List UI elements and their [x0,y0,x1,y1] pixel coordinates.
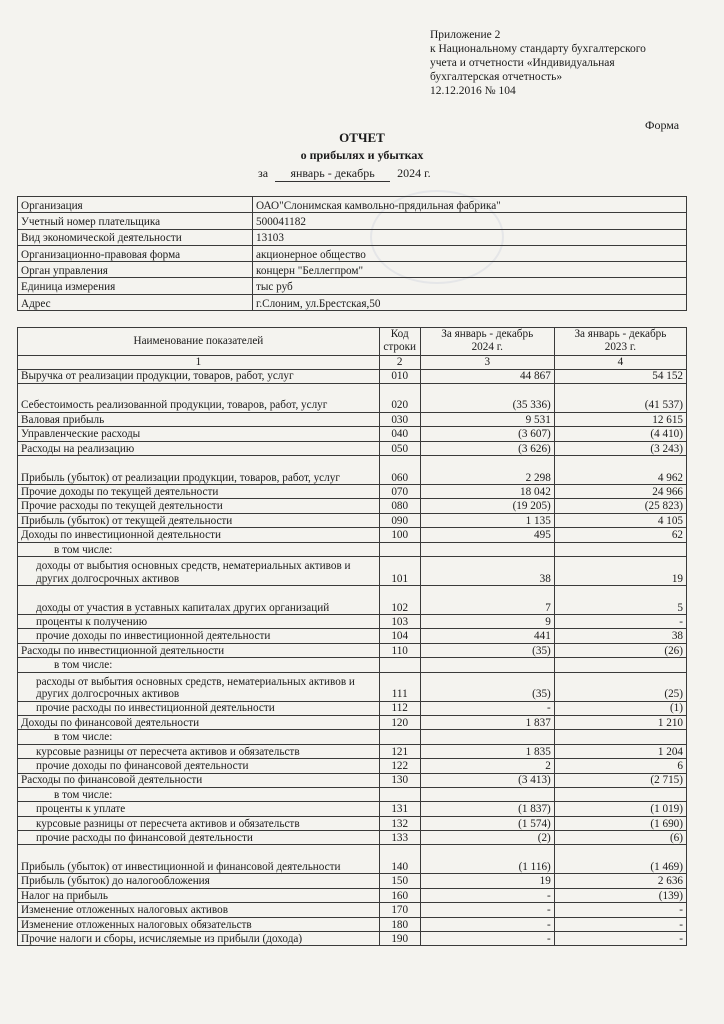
table-row [18,643,687,657]
row-current-value: 9 531 [420,412,554,426]
row-code: 070 [379,485,420,499]
row-current-value: 441 [420,629,554,643]
table-row [18,427,687,441]
org-info-value: концерн "Беллегпром" [253,262,687,278]
org-info-label: Учетный номер плательщика [18,213,253,229]
row-name: проценты к уплате [18,802,380,816]
org-info-label: Организационно-правовая форма [18,245,253,261]
row-name: доходы от выбытия основных средств, нематериальных активов и других долгосрочных активов [18,557,380,586]
row-code: 090 [379,513,420,527]
row-current-value: (3 413) [420,773,554,787]
row-code: 122 [379,759,420,773]
row-current-value: 7 [420,586,554,615]
table-row [18,542,687,556]
row-current-value [420,730,554,744]
row-current-value: (1 574) [420,816,554,830]
row-current-value: 18 042 [420,485,554,499]
table-row [18,903,687,917]
table-row [18,672,687,701]
row-code: 102 [379,586,420,615]
org-info-label: Вид экономической деятельности [18,229,253,245]
row-current-value: 19 [420,874,554,888]
header-code-l1: Код [390,328,409,340]
row-name: в том числе: [18,787,380,801]
header-previous-l2: 2023 г. [604,340,637,353]
row-current-value: 495 [420,528,554,542]
row-code: 180 [379,917,420,931]
row-current-value: 1 835 [420,744,554,758]
report-title: ОТЧЕТ [339,130,385,145]
appendix-line: Приложение 2 [430,29,501,41]
row-code: 140 [379,845,420,874]
org-info-value: тыс руб [253,278,687,294]
table-row [18,802,687,816]
row-current-value: (2) [420,831,554,845]
row-name: Прибыль (убыток) от реализации продукции, товаров, работ, услуг [18,456,380,485]
table-row [18,383,687,412]
row-code: 080 [379,499,420,513]
header-code-l2: строки [383,340,417,353]
row-code: 111 [379,672,420,701]
row-code: 150 [379,874,420,888]
row-name: Доходы по инвестиционной деятельности [18,528,380,542]
row-name: доходы от участия в уставных капиталах других организаций [18,586,380,615]
row-current-value: 44 867 [420,369,554,383]
row-name: Прибыль (убыток) от инвестиционной и финансовой деятельности [18,845,380,874]
row-name: Доходы по финансовой деятельности [18,715,380,729]
row-current-value: (35 336) [420,383,554,412]
row-previous-value: (1 019) [554,802,686,816]
org-info-value: 500041182 [253,213,687,229]
row-current-value: - [420,903,554,917]
row-previous-value [554,658,686,672]
table-row [18,629,687,643]
table-row [18,816,687,830]
org-info-value: акционерное общество [253,245,687,261]
row-name: проценты к получению [18,615,380,629]
header-current [420,328,554,356]
table-row [18,759,687,773]
column-number: 2 [379,356,420,370]
row-current-value: 38 [420,557,554,586]
row-previous-value: (139) [554,888,686,902]
row-previous-value [554,542,686,556]
table-row [18,787,687,801]
appendix-line: к Национальному стандарту бухгалтерского [430,43,646,55]
row-name: Себестоимость реализованной продукции, товаров, работ, услуг [18,383,380,412]
row-previous-value: - [554,903,686,917]
header-current-l1: За январь - декабрь [441,328,534,340]
table-row [18,586,687,615]
row-name: Прочие доходы по текущей деятельности [18,485,380,499]
row-previous-value: 38 [554,629,686,643]
row-code [379,730,420,744]
row-code [379,787,420,801]
org-info-row [18,262,687,278]
table-row [18,831,687,845]
row-current-value: (1 116) [420,845,554,874]
row-code: 160 [379,888,420,902]
table-row [18,888,687,902]
row-previous-value: 12 615 [554,412,686,426]
row-code: 101 [379,557,420,586]
row-current-value [420,787,554,801]
table-row [18,773,687,787]
table-row [18,730,687,744]
row-code: 132 [379,816,420,830]
appendix-line: 12.12.2016 № 104 [430,85,516,97]
row-current-value: (3 607) [420,427,554,441]
row-name: прочие расходы по инвестиционной деятельности [18,701,380,715]
row-previous-value: 54 152 [554,369,686,383]
row-previous-value: - [554,917,686,931]
row-name: расходы от выбытия основных средств, нематериальных активов и других долгосрочных активов [18,672,380,701]
org-info-label: Орган управления [18,262,253,278]
row-code: 010 [379,369,420,383]
org-info-row [18,294,687,310]
row-name: Валовая прибыль [18,412,380,426]
row-name: Прибыль (убыток) от текущей деятельности [18,513,380,527]
table-row [18,932,687,946]
row-previous-value: - [554,615,686,629]
org-info-row [18,197,687,213]
row-code: 104 [379,629,420,643]
row-code: 020 [379,383,420,412]
row-name: прочие доходы по финансовой деятельности [18,759,380,773]
row-name: прочие доходы по инвестиционной деятельности [18,629,380,643]
row-previous-value: (41 537) [554,383,686,412]
org-info-value: ОАО"Слонимская камвольно-прядильная фабрика" [253,197,687,213]
row-current-value: - [420,917,554,931]
row-current-value: 2 [420,759,554,773]
row-name: прочие расходы по финансовой деятельности [18,831,380,845]
row-name: Налог на прибыль [18,888,380,902]
table-row [18,715,687,729]
organization-info-table [17,196,687,311]
row-previous-value [554,730,686,744]
row-code: 060 [379,456,420,485]
org-info-value: г.Слоним, ул.Брестская,50 [253,294,687,310]
row-previous-value: (2 715) [554,773,686,787]
row-code: 133 [379,831,420,845]
org-info-label: Адрес [18,294,253,310]
row-name: курсовые разницы от пересчета активов и обязательств [18,816,380,830]
table-row [18,557,687,586]
row-code: 170 [379,903,420,917]
row-current-value: (19 205) [420,499,554,513]
row-previous-value: 1 204 [554,744,686,758]
period-year: 2024 г. [397,166,431,180]
table-row [18,441,687,455]
row-name: Прочие расходы по текущей деятельности [18,499,380,513]
row-code: 131 [379,802,420,816]
row-name: Прибыль (убыток) до налогообложения [18,874,380,888]
header-previous-l1: За январь - декабрь [574,328,667,340]
org-info-row [18,213,687,229]
row-code: 103 [379,615,420,629]
row-name: курсовые разницы от пересчета активов и обязательств [18,744,380,758]
row-name: в том числе: [18,730,380,744]
row-previous-value: (25) [554,672,686,701]
table-row [18,499,687,513]
table-row [18,485,687,499]
org-info-row [18,245,687,261]
table-row [18,658,687,672]
row-previous-value: 19 [554,557,686,586]
row-current-value: (1 837) [420,802,554,816]
row-name: Выручка от реализации продукции, товаров, работ, услуг [18,369,380,383]
appendix-note [430,28,700,98]
row-name: Изменение отложенных налоговых активов [18,903,380,917]
row-previous-value: (1 469) [554,845,686,874]
form-label: Форма [645,118,680,132]
row-current-value: (3 626) [420,441,554,455]
row-code: 112 [379,701,420,715]
header-name: Наименование показателей [18,328,380,356]
row-code: 130 [379,773,420,787]
row-previous-value: 62 [554,528,686,542]
row-previous-value: 24 966 [554,485,686,499]
row-previous-value: (1) [554,701,686,715]
row-code: 110 [379,643,420,657]
row-previous-value: 6 [554,759,686,773]
table-row [18,369,687,383]
header-code [379,328,420,356]
table-row [18,528,687,542]
org-info-value: 13103 [253,229,687,245]
period-value: январь - декабрь [275,166,390,182]
row-current-value: 2 298 [420,456,554,485]
row-previous-value: (1 690) [554,816,686,830]
row-previous-value: (3 243) [554,441,686,455]
appendix-line: учета и отчетности «Индивидуальная [430,57,615,69]
row-previous-value: 4 105 [554,513,686,527]
column-number: 1 [18,356,380,370]
row-current-value: 1 837 [420,715,554,729]
table-row [18,412,687,426]
column-number: 3 [420,356,554,370]
report-period [258,166,431,182]
row-previous-value: (6) [554,831,686,845]
row-name: Расходы по финансовой деятельности [18,773,380,787]
org-info-row [18,229,687,245]
row-current-value: 1 135 [420,513,554,527]
row-name: Прочие налоги и сборы, исчисляемые из прибыли (дохода) [18,932,380,946]
table-header-row [18,328,687,356]
row-current-value [420,542,554,556]
row-code: 050 [379,441,420,455]
row-previous-value: 5 [554,586,686,615]
row-current-value: - [420,701,554,715]
row-current-value: (35) [420,672,554,701]
org-info-label: Единица измерения [18,278,253,294]
row-current-value: 9 [420,615,554,629]
row-code: 190 [379,932,420,946]
row-previous-value: 4 962 [554,456,686,485]
org-info-row [18,278,687,294]
table-row [18,874,687,888]
row-previous-value [554,787,686,801]
row-current-value [420,658,554,672]
profit-loss-table [17,327,687,946]
table-row [18,744,687,758]
row-name: Изменение отложенных налоговых обязательств [18,917,380,931]
org-info-label: Организация [18,197,253,213]
row-name: в том числе: [18,658,380,672]
row-name: в том числе: [18,542,380,556]
row-code [379,658,420,672]
row-code [379,542,420,556]
header-current-l2: 2024 г. [471,340,503,353]
table-row [18,456,687,485]
row-code: 120 [379,715,420,729]
column-number: 4 [554,356,686,370]
row-code: 030 [379,412,420,426]
row-code: 040 [379,427,420,441]
header-previous [554,328,686,356]
appendix-line: бухгалтерская отчетность» [430,71,563,83]
row-previous-value: (26) [554,643,686,657]
row-current-value: (35) [420,643,554,657]
table-row [18,917,687,931]
period-prefix: за [258,166,269,180]
row-name: Расходы на реализацию [18,441,380,455]
row-code: 100 [379,528,420,542]
row-previous-value: 1 210 [554,715,686,729]
table-row [18,845,687,874]
row-code: 121 [379,744,420,758]
row-current-value: - [420,888,554,902]
row-previous-value: (25 823) [554,499,686,513]
row-previous-value: - [554,932,686,946]
table-row [18,513,687,527]
table-row [18,615,687,629]
row-name: Расходы по инвестиционной деятельности [18,643,380,657]
table-row [18,701,687,715]
row-previous-value: 2 636 [554,874,686,888]
row-previous-value: (4 410) [554,427,686,441]
row-name: Управленческие расходы [18,427,380,441]
report-subtitle: о прибылях и убытках [300,148,424,162]
row-current-value: - [420,932,554,946]
column-number-row [18,356,687,370]
